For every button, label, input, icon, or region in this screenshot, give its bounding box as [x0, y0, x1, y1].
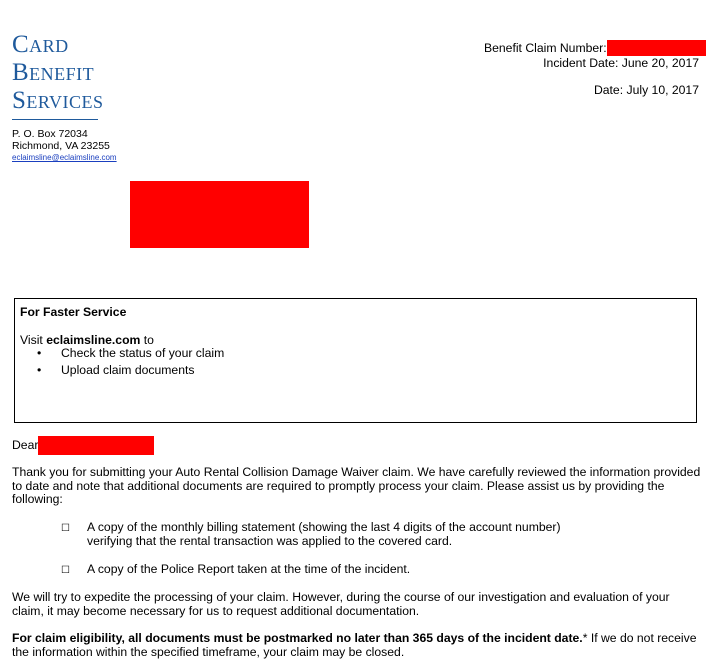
claim-number-redaction: [607, 40, 706, 56]
eligibility-note: * If we do not receive the information within the specified timeframe, your claim may be closed.: [12, 631, 697, 659]
website-link[interactable]: eclaimsline.com: [46, 333, 141, 347]
recipient-address-redaction: [130, 181, 309, 248]
company-logo: [12, 31, 103, 115]
eligibility-deadline: For claim eligibility, all documents must be postmarked no later than 365 days of the incident date.: [12, 631, 583, 645]
letter-date: Date: July 10, 2017: [593, 83, 699, 97]
city-state-zip: Richmond, VA 23255: [12, 140, 110, 152]
checkbox-icon: ☐: [61, 565, 70, 576]
visit-prefix: Visit: [20, 333, 47, 347]
expedite-paragraph: We will try to expedite the processing of your claim. However, during the course of our investigation and evaluation of your claim, it may become necessary for us to request additional documentation.: [12, 590, 670, 618]
request-item: [61, 562, 411, 578]
checkbox-icon: ☐: [61, 523, 70, 534]
logo-line-3: Services: [12, 87, 104, 114]
po-box: P. O. Box 72034: [12, 128, 88, 140]
intro-paragraph: Thank you for submitting your Auto Rental Collision Damage Waiver claim. We have carefully reviewed the information provided to date and note that additional documents are required to promptly process your claim. Please assist us by providing the following:: [12, 465, 701, 506]
incident-date: Incident Date: June 20, 2017: [543, 56, 699, 70]
faster-service-title: For Faster Service: [20, 305, 127, 319]
list-item: [20, 362, 224, 379]
bullet-icon: •: [37, 346, 42, 360]
list-item-text: Upload claim documents: [61, 363, 195, 377]
salutation: Dear: [12, 438, 39, 452]
list-item-text: Check the status of your claim: [61, 346, 225, 360]
email-link[interactable]: eclaimsline@eclaimsline.com: [12, 153, 117, 162]
faster-service-box: [14, 298, 697, 423]
bullet-icon: •: [37, 363, 42, 377]
logo-line-1: Card: [12, 31, 69, 58]
return-address: [12, 128, 117, 164]
recipient-name-redaction: [38, 436, 154, 455]
logo-line-2: Benefit: [12, 59, 95, 86]
request-text: A copy of the Police Report taken at the time of the incident.: [87, 562, 411, 576]
eligibility-paragraph: [12, 632, 702, 659]
claim-number-label: Benefit Claim Number:: [484, 41, 607, 55]
list-item: [20, 345, 224, 362]
request-text: A copy of the monthly billing statement (showing the last 4 digits of the account number) verifying that the rental transaction was applied to the covered card.: [87, 520, 561, 548]
claim-number-row: [484, 41, 607, 55]
service-list: [20, 345, 224, 379]
logo-divider: [12, 119, 98, 120]
visit-suffix: to: [140, 333, 154, 347]
request-item: [61, 520, 561, 548]
